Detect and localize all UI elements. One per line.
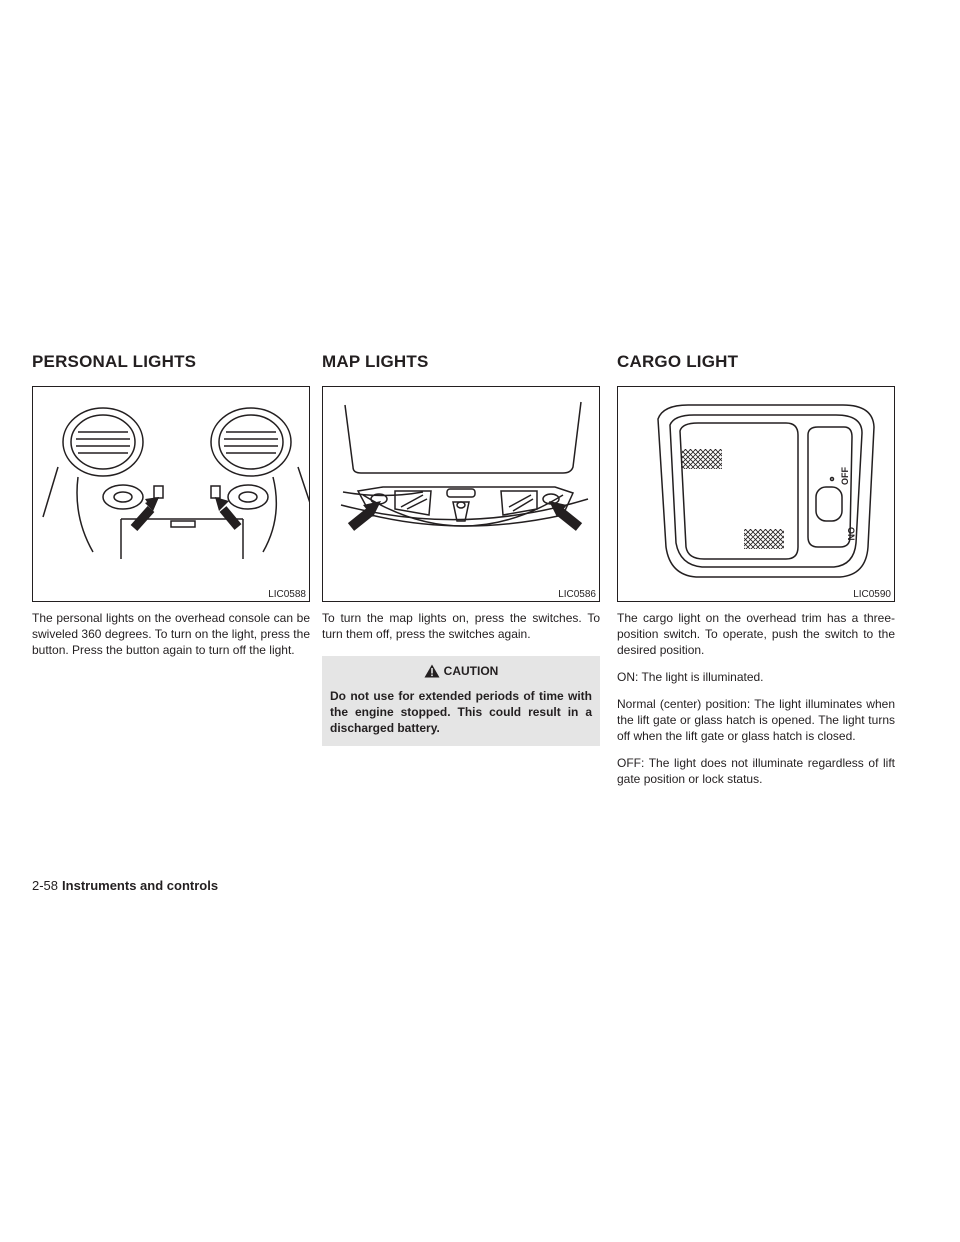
caution-title: CAUTION xyxy=(443,664,499,678)
map-lights-figure xyxy=(322,386,600,602)
cargo-light-para-1: The cargo light on the overhead trim has a three-position switch. To operate, push the switch to the desired position. xyxy=(617,611,895,657)
cargo-light-para-4: OFF: The light does not illuminate regardless of lift gate position or lock status. xyxy=(617,756,895,786)
cargo-light-figure xyxy=(617,386,895,602)
cargo-light-section xyxy=(617,352,895,787)
switch-off-label: OFF xyxy=(840,467,850,485)
personal-lights-figure xyxy=(32,386,310,602)
personal-lights-heading: PERSONAL LIGHTS xyxy=(32,352,197,371)
cargo-light-para-3: Normal (center) position: The light illuminates when the lift gate or glass hatch is opened. The light turns off when the lift gate or glass hatch is closed. xyxy=(617,697,895,743)
personal-lights-section xyxy=(32,352,310,658)
caution-text: Do not use for extended periods of time with the engine stopped. This could result in a discharged battery. xyxy=(330,689,592,735)
figure-code: LIC0590 xyxy=(853,589,891,600)
personal-lights-text: The personal lights on the overhead console can be swiveled 360 degrees. To turn on the light, press the button. Press the button again to turn off the light. xyxy=(32,611,310,657)
map-lights-heading: MAP LIGHTS xyxy=(322,352,429,371)
figure-code: LIC0588 xyxy=(268,589,306,600)
cargo-light-illustration xyxy=(618,387,894,601)
warning-triangle-icon xyxy=(424,664,440,678)
map-lights-illustration xyxy=(323,387,599,601)
page-footer xyxy=(32,878,218,894)
map-lights-section xyxy=(322,352,600,746)
personal-lights-illustration xyxy=(33,387,309,601)
figure-code: LIC0586 xyxy=(558,589,596,600)
section-title: Instruments and controls xyxy=(62,878,219,893)
caution-box xyxy=(322,656,600,746)
caution-header xyxy=(330,664,592,678)
cargo-light-heading: CARGO LIGHT xyxy=(617,352,739,371)
page-number: 2-58 xyxy=(32,878,59,893)
map-lights-text: To turn the map lights on, press the switches. To turn them off, press the switches again. xyxy=(322,611,600,641)
switch-on-label: ON xyxy=(846,527,856,541)
cargo-light-para-2: ON: The light is illuminated. xyxy=(617,670,764,684)
